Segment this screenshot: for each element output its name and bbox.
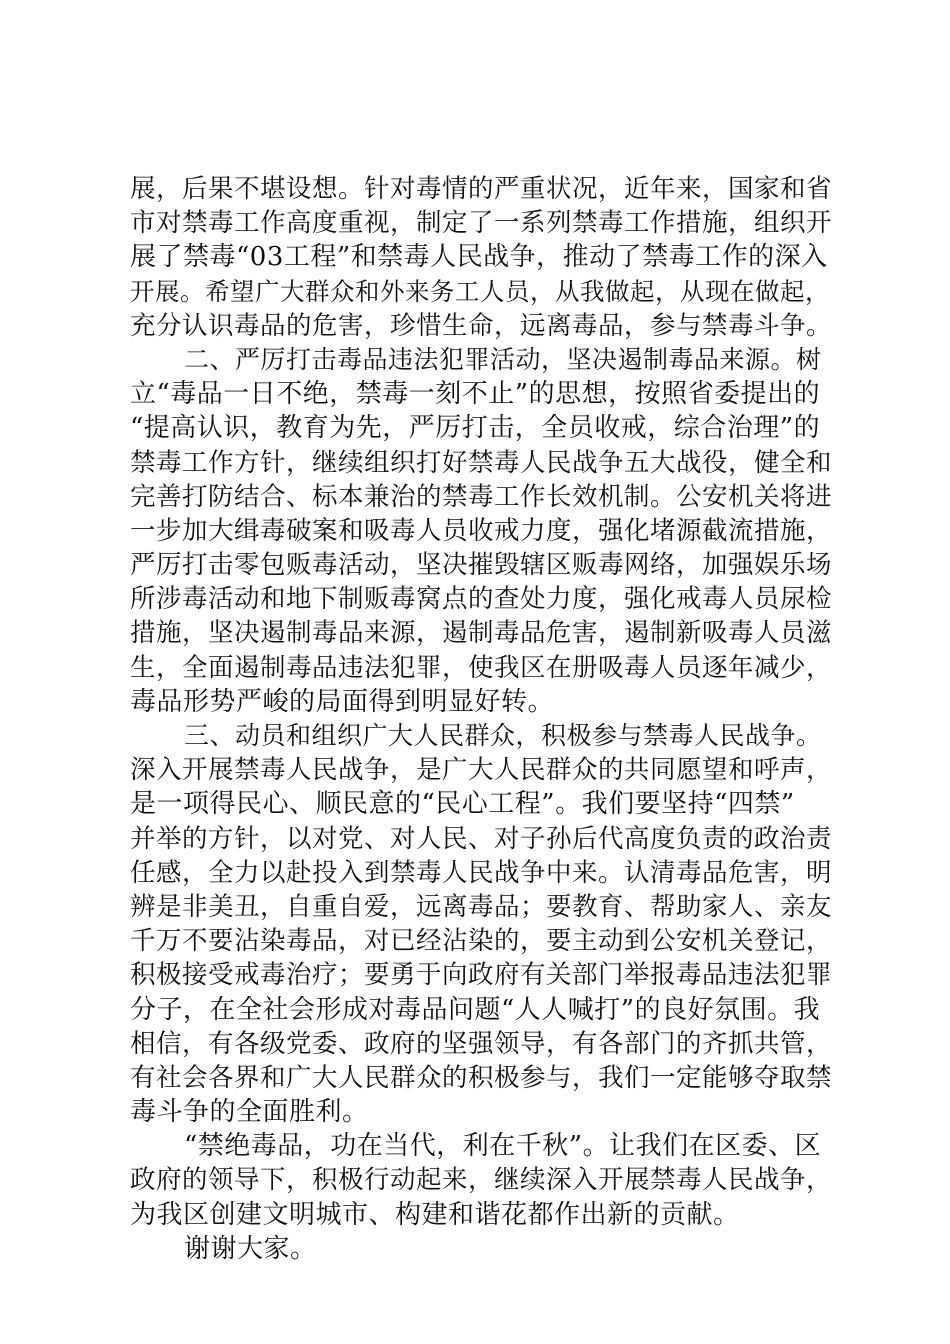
- document-body: [130, 172, 832, 1266]
- text-line: 相信，有各级党委、政府的坚强领导，有各部门的齐抓共管，: [130, 1028, 833, 1059]
- text-line: 开展。希望广大群众和外来务工人员，从我做起，从现在做起，: [130, 276, 830, 306]
- text-line: 有社会各界和广大人民群众的积极参与，我们一定能够夺取禁: [130, 1062, 833, 1093]
- text-line: 禁毒工作方针，继续组织打好禁毒人民战争五大战役，健全和: [130, 447, 833, 478]
- text-line: 展了禁毒“03工程”和禁毒人民战争，推动了禁毒工作的深入: [130, 242, 828, 273]
- text-line: 完善打防结合、标本兼治的禁毒工作长效机制。公安机关将进: [130, 481, 833, 512]
- paragraph-first-line: 二、严厉打击毒品违法犯罪活动，坚决遏制毒品来源。树: [184, 344, 822, 374]
- text-line: 深入开展禁毒人民战争，是广大人民群众的共同愿望和呼声，: [130, 755, 833, 786]
- text-line: 政府的领导下，积极行动起来，继续深入开展禁毒人民战争，: [130, 1165, 833, 1196]
- text-line: 辨是非美丑，自重自爱，远离毒品；要教育、帮助家人、亲友: [130, 891, 833, 922]
- text-line: 毒斗争的全面胜利。: [130, 1097, 369, 1128]
- text-line: 严厉打击零包贩毒活动，坚决摧毁辖区贩毒网络，加强娱乐场: [130, 550, 833, 581]
- text-line: 千万不要沾染毒品，对已经沾染的，要主动到公安机关登记，: [130, 926, 833, 957]
- text-line: 是一项得民心、顺民意的“民心工程”。我们要坚持“四禁”: [130, 789, 795, 820]
- paragraph-first-line: 三、动员和组织广大人民群众，积极参与禁毒人民战争。: [184, 721, 822, 750]
- text-line: 积极接受戒毒治疗；要勇于向政府有关部门举报毒品违法犯罪: [130, 960, 833, 991]
- text-line: 任感，全力以赴投入到禁毒人民战争中来。认清毒品危害，明: [130, 857, 833, 888]
- text-line: 所涉毒活动和地下制贩毒窝点的查处力度，强化戒毒人员尿检: [130, 584, 833, 615]
- text-line: 措施，坚决遏制毒品来源，遏制毒品危害，遏制新吸毒人员滋: [130, 618, 833, 649]
- paragraph-first-line: “禁绝毒品，功在当代，利在千秋”。让我们在区委、区: [184, 1131, 822, 1162]
- text-line: 毒品形势严峻的局面得到明显好转。: [130, 686, 555, 717]
- text-line: 市对禁毒工作高度重视，制定了一系列禁毒工作措施，组织开: [130, 208, 833, 239]
- text-line: 分子，在全社会形成对毒品问题“人人喊打”的良好氛围。我: [130, 994, 821, 1025]
- paragraph-first-line: 谢谢大家。: [184, 1233, 317, 1264]
- text-line: 充分认识毒品的危害，珍惜生命，远离毒品，参与禁毒斗争。: [130, 310, 833, 341]
- text-line: 并举的方针，以对党、对人民、对子孙后代高度负责的政治责: [130, 823, 833, 854]
- text-line: 立“毒品一日不绝，禁毒一刻不止”的思想，按照省委提出的: [130, 379, 821, 410]
- text-line: 一步加大缉毒破案和吸毒人员收戒力度，强化堵源截流措施，: [130, 515, 833, 546]
- text-line: “提高认识，教育为先，严厉打击，全员收戒，综合治理”的: [130, 413, 821, 444]
- text-line: 展，后果不堪设想。针对毒情的严重状况，近年来，国家和省: [130, 174, 833, 204]
- text-line: 生，全面遏制毒品违法犯罪，使我区在册吸毒人员逐年减少，: [130, 652, 833, 683]
- text-line: 为我区创建文明城市、构建和谐花都作出新的贡献。: [130, 1199, 740, 1230]
